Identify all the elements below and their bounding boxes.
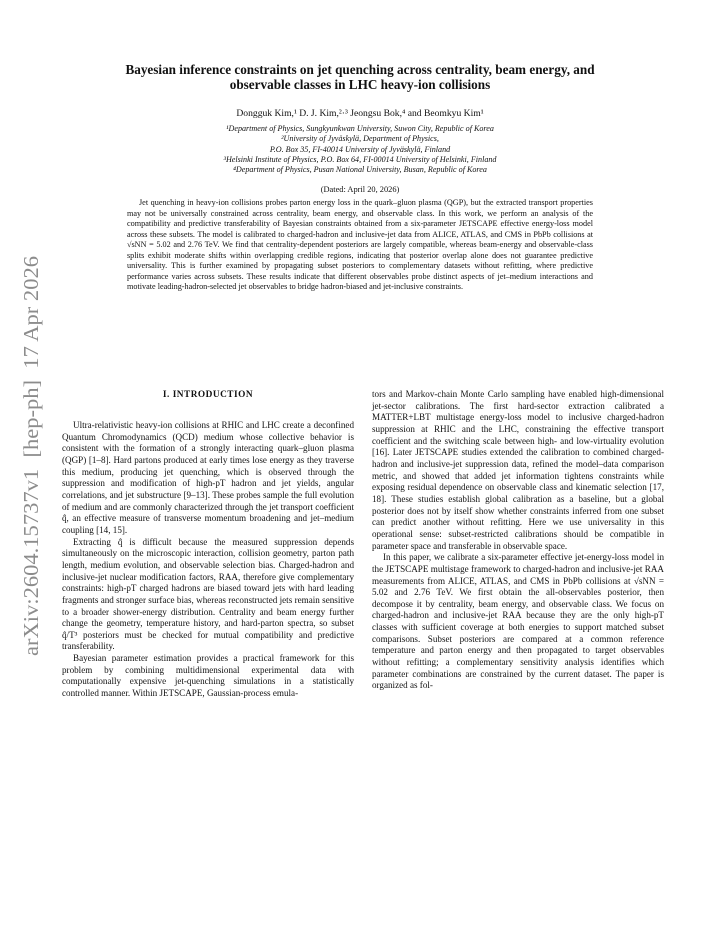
intro-paragraph-3: Bayesian parameter estimation provides a practical framework for this problem by combining multidimensional experimental data with computationally expensive jet-quenching simulations in a statistically controlled manner. Within JETSCAPE, Gaussian-process emula- [62,653,354,699]
intro-paragraph-1: Ultra-relativistic heavy-ion collisions at RHIC and LHC create a deconfined Quantum Chromodynamics (QCD) medium whose collective behavior is consistent with the formation of a strongly interacting quark–gluon plasma (QGP) [1–8]. Hard partons produced at early times lose energy as they traverse this medium, producing jet quenching, which is observed through the suppression and modification of high-pT hadron and jet yields, angular correlations, and jet substructure [9–13]. These probes sample the full evolution of medium and are commonly characterized through the jet transport coefficient q̂, an effective measure of transverse momentum broadening and jet–medium coupling [14, 15]. [62,420,354,535]
affiliation-3: ³Helsinki Institute of Physics, P.O. Box 64, FI-00014 University of Helsinki, Finland [223,154,497,164]
abstract: Jet quenching in heavy-ion collisions probes parton energy loss in the quark–gluon plasma (QGP), but the extracted transport properties may not be universally constrained across centrality, beam energy, and observable class. In this work, we perform an analysis of the compatibility and predictive transferability of Bayesian constraints obtained from a six-parameter JETSCAPE effective energy-loss model across these subsets. The model is calibrated to charged-hadron and inclusive-jet data from ALICE, ATLAS, and CMS in PbPb collisions at √sNN = 5.02 and 2.76 TeV. We find that centrality-dependent posteriors are largely compatible, whereas beam-energy and observable-class splits exhibit moderate shifts within overlapping credible regions, indicating that posterior overlap alone does not guarantee predictive universality. This is further examined by propagating subset posteriors to complementary datasets without refitting, where predictive performance varies across subsets. These results indicate that different observables probe distinct aspects of jet–medium interactions and motivate leading-hadron-selected jet observables to bridge hadron-biased and jet-inclusive constraints. [127,198,593,292]
date-line: (Dated: April 20, 2026) [320,185,400,194]
affiliation-4: ⁴Department of Physics, Pusan National University, Busan, Republic of Korea [233,165,487,175]
left-column [62,390,354,700]
title-line-1: Bayesian inference constraints on jet quenching across centrality, beam energy, and [125,62,595,77]
author-list: Dongguk Kim,¹ D. J. Kim,²·³ Jeongsu Bok,⁴ and Beomkyu Kim¹ [236,108,484,119]
affiliation-2-address: P.O. Box 35, FI-40014 University of Jyväskylä, Finland [269,144,451,154]
affiliation-2: ²University of Jyväskylä, Department of Physics, [281,134,439,144]
title-line-2: observable classes in LHC heavy-ion collisions [229,77,491,92]
intro-paragraph-3-continued: tors and Markov-chain Monte Carlo sampling have enabled high-dimensional jet-sector calibrations. The first hard-sector extraction calibrated a MATTER+LBT multistage energy-loss model to inclusive charged-hadron suppression at RHIC and the LHC, constraining the effective transport coefficient and the switching scale between high- and low-virtuality evolution [16]. Later JETSCAPE studies extended the calibration to combined charged-hadron and inclusive-jet suppression data, refined the model–data comparison metric, and showed that added jet information tightens constraints while exposing residual dependence on observable class and kinematic selection [17, 18]. These studies establish global calibration as a baseline, but a global posterior does not by itself show whether constraints inferred from one subset can predict another without refitting. Here we use universality in this operational sense: subset-restricted calibrations should be compatible in parameter space and transferable in observable space. [372,389,664,551]
affiliations [60,124,660,175]
section-heading-introduction: I. INTRODUCTION [162,390,254,400]
right-column [372,389,664,692]
intro-paragraph-4: In this paper, we calibrate a six-parameter effective jet-energy-loss model in the JETSCAPE multistage framework to charged-hadron and inclusive-jet RAA measurements from ALICE, ATLAS, and CMS in PbPb collisions at √sNN = 5.02 and 2.76 TeV. We first obtain the all-observables posterior, then decompose it by centrality, beam energy, and observable class. We focus on charged-hadron and inclusive-jet RAA because they are the only high-pT classes with sufficient coverage at both energies to support matched subset comparisons. Subset posteriors are compared at a common reference temperature and parton energy and then propagated to target observables without refitting; a complementary sensitivity analysis identifies which parameter combinations are constrained by the current dataset. The paper is organized as fol- [372,552,664,691]
intro-paragraph-2: Extracting q̂ is difficult because the measured suppression depends simultaneously on the microscopic interaction, collision geometry, parton path length, medium evolution, and observable selection bias. Charged-hadron and inclusive-jet nuclear modification factors, RAA, therefore give complementary constraints: high-pT charged hadrons are biased toward jets with hard leading fragments and stronger surface bias, whereas reconstructed jets remain sensitive to a broader shower-energy distribution. Centrality and beam energy further change the geometry, temperature history, and hard-parton spectra, so subset q̂/T³ posteriors must be checked for mutual compatibility and predictive transferability. [62,536,354,652]
arxiv-identifier-stamp [16,256,46,656]
arxiv-identifier-text: arXiv:2604.15737v1 [hep-ph] 17 Apr 2026 [19,283,43,656]
affiliation-1: ¹Department of Physics, Sungkyunkwan University, Suwon City, Republic of Korea [226,124,494,133]
paper-title [60,62,660,92]
